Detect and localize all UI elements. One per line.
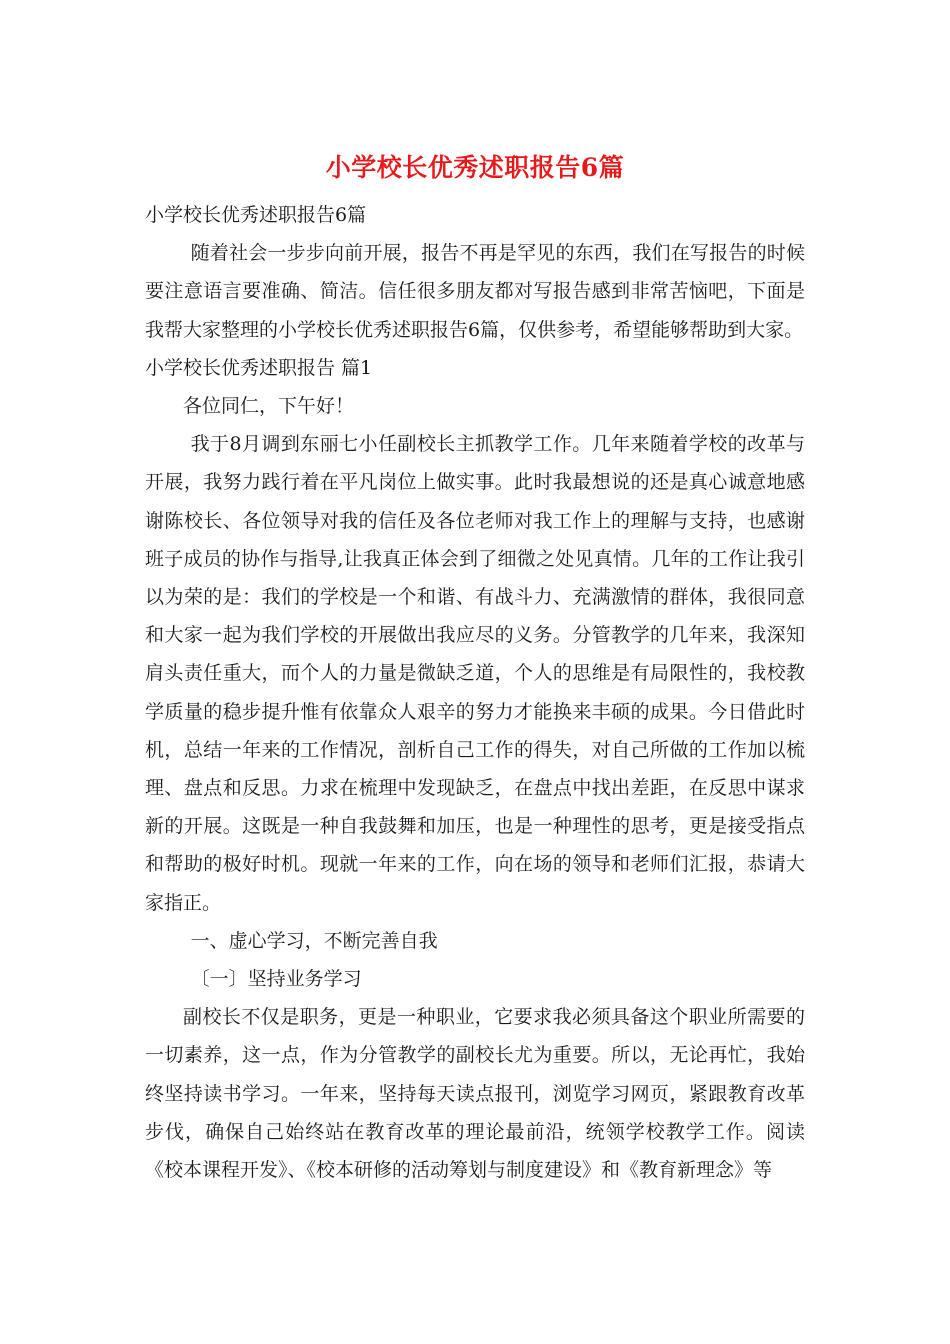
section-heading: 小学校长优秀述职报告 篇1 bbox=[145, 356, 373, 379]
heading-level-1: 一、虚心学习，不断完善自我 bbox=[190, 929, 438, 952]
document-body bbox=[145, 196, 805, 1189]
document-subtitle: 小学校长优秀述职报告6篇 bbox=[145, 204, 367, 226]
document-title: 小学校长优秀述职报告6篇 bbox=[325, 153, 625, 182]
body-paragraph: 我于8月调到东丽七小任副校长主抓教学工作。几年来随着学校的改革与开展，我努力践行着在平凡岗位上做实事。此时我最想说的还是真心诚意地感谢陈校长、各位领导对我的信任及各位老师对我工作上的理解与支持，也感谢班子成员的协作与指导,让我真正体会到了细微之处见真情。几年的工作让我引以为荣的是：我们的学校是一个和谐、有战斗力、充满激情的群体，我很同意和大家一起为我们学校的开展做出我应尽的义务。分管教学的几年来，我深知肩头责任重大，而个人的力量是微缺乏道，个人的思维是有局限性的，我校教学质量的稳步提升惟有依靠众人艰辛的努力才能换来丰硕的成果。今日借此时机，总结一年来的工作情况，剖析自己工作的得失，对自己所做的工作加以梳理、盘点和反思。力求在梳理中发现缺乏，在盘点中找出差距，在反思中谋求新的开展。这既是一种自我鼓舞和加压，也是一种理性的思考，更是接受指点和帮助的极好时机。现就一年来的工作，向在场的领导和老师们汇报，恭请大家指正。 bbox=[145, 433, 805, 914]
greeting: 各位同仁，下午好！ bbox=[183, 395, 355, 418]
intro-paragraph: 随着社会一步步向前开展，报告不再是罕见的东西，我们在写报告的时候要注意语言要准确、简洁。信任很多朋友都对写报告感到非常苦恼吧，下面是我帮大家整理的小学校长优秀述职报告6篇，仅供参考，希望能够帮助到大家。 bbox=[145, 242, 805, 341]
body-paragraph: 副校长不仅是职务，更是一种职业，它要求我必须具备这个职业所需要的一切素养，这一点，作为分管教学的副校长尤为重要。所以，无论再忙，我始终坚持读书学习。一年来，坚持每天读点报刊，浏览学习网页，紧跟教育改革步伐，确保自己始终站在教育改革的理论最前沿，统领学校教学工作。阅读《校本课程开发》、《校本研修的活动筹划与制度建设》和《教育新理念》等 bbox=[145, 1006, 805, 1182]
heading-level-2: 〔一〕坚持业务学习 bbox=[190, 968, 362, 991]
